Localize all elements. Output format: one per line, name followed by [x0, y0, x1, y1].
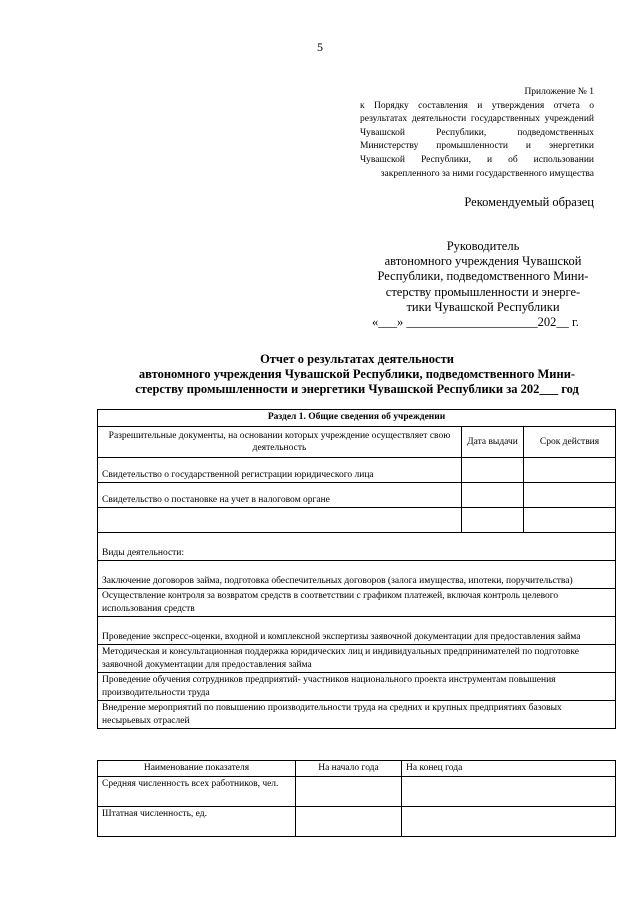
approval-line: автономного учреждения Чувашской	[384, 254, 582, 269]
document-row	[98, 458, 616, 483]
report-title-line: автономного учреждения Чувашской Республики, подведомственного Мини-	[138, 367, 576, 382]
document-validity	[524, 458, 616, 483]
document-name: Свидетельство о постановке на учет в налоговом органе	[98, 483, 462, 508]
approval-line: стерству промышленности и энерге-	[385, 284, 581, 299]
indicator-name: Штатная численность, ед.	[98, 806, 296, 836]
document-issue-date	[462, 458, 524, 483]
page-number: 5	[317, 40, 323, 54]
recommended-sample-label: Рекомендуемый образец	[464, 195, 594, 209]
document-validity	[524, 508, 616, 533]
report-title	[97, 352, 617, 398]
appendix-title: Приложение № 1	[524, 87, 594, 97]
appendix-text: к Порядку составления и утверждения отчета о результатах деятельности государственных учреждений Чувашской Республики, подведомственных Министерству промышленности и энергетики Чувашской Республики, и об использовании закрепленного за ними государственного имущества	[360, 100, 594, 179]
document-row	[98, 483, 616, 508]
activity-item: Заключение договоров займа, подготовка обеспечительных договоров (залога имущества, ипотеки, поручительства)	[98, 561, 616, 589]
document-name: Свидетельство о государственной регистрации юридического лица	[98, 458, 462, 483]
column-header: Разрешительные документы, на основании которых учреждение осуществляет свою деятельность	[98, 427, 462, 458]
activity-item: Внедрение мероприятий по повышению производительности труда на средних и крупных предприятиях базовых несырьевых отраслей	[98, 701, 616, 729]
indicator-name: Средняя численность всех работников, чел.	[98, 776, 296, 806]
indicator-row	[98, 776, 616, 806]
document-issue-date	[462, 508, 524, 533]
approval-line: Руководитель	[446, 239, 520, 253]
section-header: Раздел 1. Общие сведения об учреждении	[98, 410, 616, 427]
document-issue-date	[462, 483, 524, 508]
column-header: Срок действия	[524, 427, 616, 458]
report-title-line: Отчет о результатах деятельности	[260, 352, 454, 366]
document-validity	[524, 483, 616, 508]
column-header: На начало года	[296, 761, 402, 777]
activity-item: Осуществление контроля за возвратом средств в соответствии с графиком платежей, включая контроль целевого использования средств	[98, 589, 616, 617]
indicator-start-value	[296, 806, 402, 836]
indicator-end-value	[402, 806, 616, 836]
indicator-start-value	[296, 776, 402, 806]
column-header: Наименование показателя	[98, 761, 296, 777]
column-header: На конец года	[402, 761, 616, 777]
activities-label: Виды деятельности:	[98, 533, 616, 561]
activity-item: Методическая и консультационная поддержка юридических лиц и индивидуальных предпринимателей по подготовке заявочной документации для предоставления займа	[98, 645, 616, 673]
activity-item: Проведение обучения сотрудников предприятий- участников национального проекта инструментам повышения производительности труда	[98, 673, 616, 701]
activity-item: Проведение экспресс-оценки, входной и комплексной экспертизы заявочной документации для предоставления займа	[98, 617, 616, 645]
indicator-row	[98, 806, 616, 836]
indicators-table	[97, 760, 616, 837]
general-info-table	[97, 409, 616, 729]
column-header: Дата выдачи	[462, 427, 524, 458]
document-row	[98, 508, 616, 533]
document-name	[98, 508, 462, 533]
appendix-block	[360, 86, 594, 181]
approval-block	[372, 239, 594, 330]
report-title-line: стерству промышленности и энергетики Чувашской Республики за 202___ год	[135, 382, 579, 397]
approval-line: тики Чувашской Республики	[406, 299, 560, 314]
signature-date-line: «___» _____________________202__ г.	[372, 315, 579, 330]
indicator-end-value	[402, 776, 616, 806]
approval-line: Республики, подведомственного Мини-	[377, 269, 589, 284]
